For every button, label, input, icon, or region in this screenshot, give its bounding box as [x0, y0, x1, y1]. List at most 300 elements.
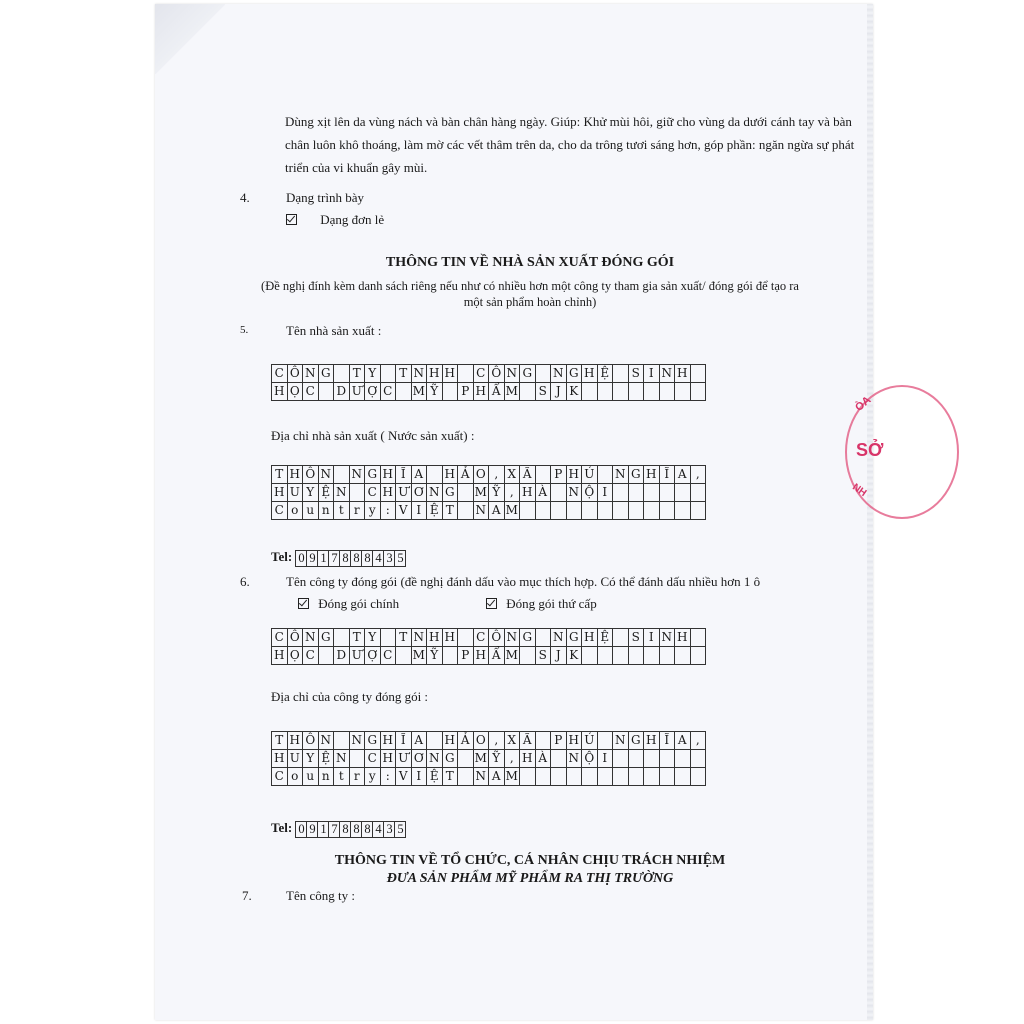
option-secondary-packing	[486, 596, 597, 612]
tel-digit: 7	[329, 821, 340, 837]
grid-cell: ,	[489, 732, 505, 750]
grid-cell: C	[473, 629, 489, 647]
grid-cell: N	[473, 768, 489, 786]
grid-cell	[582, 768, 598, 786]
grid-cell	[442, 383, 458, 401]
grid-cell: ,	[690, 732, 706, 750]
grid-cell: G	[628, 466, 644, 484]
grid-cell: N	[349, 466, 365, 484]
manufacturer-address-label: Địa chỉ nhà sản xuất ( Nước sản xuất) :	[271, 428, 475, 443]
grid-cell: t	[334, 768, 350, 786]
grid-cell: I	[597, 750, 613, 768]
grid-cell	[535, 365, 551, 383]
grid-cell	[318, 647, 334, 665]
grid-cell: G	[318, 629, 334, 647]
grid-cell: H	[287, 466, 303, 484]
grid-cell: N	[318, 732, 334, 750]
grid-cell	[334, 732, 350, 750]
grid-cell	[334, 466, 350, 484]
grid-cell	[520, 383, 536, 401]
option-primary-label: Đóng gói chính	[318, 596, 400, 611]
section-7-number: 7.	[242, 888, 252, 903]
section-4-label: Dạng trình bày	[286, 190, 364, 205]
grid-cell	[349, 750, 365, 768]
grid-cell: G	[442, 750, 458, 768]
grid-cell	[613, 484, 629, 502]
grid-cell: D	[334, 647, 350, 665]
grid-cell	[535, 502, 551, 520]
grid-cell: N	[551, 365, 567, 383]
grid-cell: Y	[303, 484, 319, 502]
grid-cell: Ĩ	[396, 466, 412, 484]
manufacturer-note-2: một sản phẩm hoàn chỉnh)	[463, 295, 597, 309]
grid-cell	[458, 629, 474, 647]
grid-cell: M	[473, 484, 489, 502]
tel-digit: 8	[340, 821, 351, 837]
grid-cell: H	[644, 732, 660, 750]
grid-cell: Ỹ	[427, 383, 443, 401]
grid-cell: N	[427, 484, 443, 502]
grid-cell: Y	[365, 365, 381, 383]
grid-cell	[535, 629, 551, 647]
grid-row	[272, 502, 706, 520]
grid-cell	[551, 484, 567, 502]
grid-cell: P	[551, 466, 567, 484]
grid-cell: H	[272, 647, 288, 665]
grid-cell: M	[504, 502, 520, 520]
tel-digit-grid	[295, 550, 406, 567]
grid-cell: Ĩ	[659, 466, 675, 484]
grid-cell: H	[644, 466, 660, 484]
grid-cell	[644, 383, 660, 401]
grid-cell	[690, 768, 706, 786]
grid-cell: t	[334, 502, 350, 520]
grid-cell	[442, 647, 458, 665]
grid-cell: u	[303, 502, 319, 520]
grid-cell	[551, 502, 567, 520]
grid-cell	[458, 365, 474, 383]
grid-cell: Ỹ	[427, 647, 443, 665]
grid-cell: J	[551, 647, 567, 665]
grid-cell: H	[566, 466, 582, 484]
grid-cell: Y	[365, 629, 381, 647]
checkbox-checked-icon	[486, 598, 497, 609]
grid-row	[272, 484, 706, 502]
grid-cell: A	[411, 466, 427, 484]
grid-cell: o	[287, 502, 303, 520]
grid-cell: Ư	[396, 750, 412, 768]
tel-digit: 9	[307, 550, 318, 566]
tel-digit: 3	[384, 550, 395, 566]
grid-cell: C	[272, 629, 288, 647]
stamp-text-bottom: NH	[850, 481, 869, 500]
grid-cell: M	[473, 750, 489, 768]
grid-cell	[628, 750, 644, 768]
grid-cell	[597, 647, 613, 665]
grid-cell: ,	[504, 484, 520, 502]
grid-cell: G	[365, 466, 381, 484]
tel-label: Tel:	[271, 820, 293, 835]
tel-digit: 9	[307, 821, 318, 837]
grid-cell: Ỹ	[489, 750, 505, 768]
grid-cell: N	[334, 750, 350, 768]
grid-cell	[659, 750, 675, 768]
grid-cell	[675, 750, 691, 768]
grid-cell: G	[318, 365, 334, 383]
grid-cell	[349, 484, 365, 502]
grid-cell: A	[675, 732, 691, 750]
grid-cell: Ã	[520, 732, 536, 750]
grid-cell: T	[272, 466, 288, 484]
responsible-heading-2: ĐƯA SẢN PHẨM MỸ PHẨM RA THỊ TRƯỜNG	[386, 871, 674, 886]
grid-cell: G	[520, 365, 536, 383]
grid-cell	[520, 502, 536, 520]
grid-cell: A	[489, 502, 505, 520]
grid-cell: H	[520, 484, 536, 502]
option-primary-packing	[298, 596, 399, 612]
grid-cell	[644, 502, 660, 520]
grid-cell: C	[365, 484, 381, 502]
grid-cell: H	[380, 466, 396, 484]
grid-cell	[628, 502, 644, 520]
grid-cell	[427, 466, 443, 484]
grid-cell: N	[566, 484, 582, 502]
grid-cell	[535, 732, 551, 750]
grid-cell	[396, 647, 412, 665]
manufacturer-name-grid	[271, 364, 706, 401]
grid-cell: N	[303, 629, 319, 647]
grid-cell: C	[365, 750, 381, 768]
grid-cell: Ọ	[287, 647, 303, 665]
grid-cell	[613, 647, 629, 665]
grid-cell: :	[380, 768, 396, 786]
tel-digit-grid	[295, 821, 406, 838]
option-secondary-label: Đóng gói thứ cấp	[506, 596, 597, 611]
grid-cell: C	[473, 365, 489, 383]
grid-cell	[551, 750, 567, 768]
grid-cell	[690, 502, 706, 520]
grid-cell: H	[473, 647, 489, 665]
grid-cell	[644, 647, 660, 665]
grid-cell: N	[334, 484, 350, 502]
grid-cell: Ô	[489, 365, 505, 383]
grid-cell: G	[566, 629, 582, 647]
grid-cell: O	[473, 466, 489, 484]
grid-cell: Ĩ	[396, 732, 412, 750]
tel-digit: 0	[296, 821, 307, 837]
grid-cell: T	[442, 502, 458, 520]
grid-cell: U	[287, 750, 303, 768]
grid-cell: C	[272, 365, 288, 383]
grid-cell: H	[427, 365, 443, 383]
grid-cell: N	[427, 750, 443, 768]
grid-cell	[566, 768, 582, 786]
grid-cell	[675, 768, 691, 786]
grid-cell: N	[613, 732, 629, 750]
stamp-text-middle: SỞ	[856, 440, 884, 460]
manufacturer-tel	[271, 549, 406, 567]
grid-cell: Ô	[287, 629, 303, 647]
tel-digit: 0	[296, 550, 307, 566]
grid-cell: N	[551, 629, 567, 647]
grid-cell: ,	[690, 466, 706, 484]
grid-cell: n	[318, 502, 334, 520]
grid-cell	[675, 484, 691, 502]
grid-cell: r	[349, 502, 365, 520]
grid-cell: Ú	[582, 732, 598, 750]
grid-cell: H	[442, 365, 458, 383]
tel-digit: 4	[373, 550, 384, 566]
grid-cell: Ệ	[597, 629, 613, 647]
grid-cell	[613, 383, 629, 401]
grid-cell: Ô	[287, 365, 303, 383]
grid-cell: I	[644, 365, 660, 383]
grid-cell: I	[411, 768, 427, 786]
grid-cell: H	[675, 629, 691, 647]
grid-row	[272, 466, 706, 484]
grid-cell: Ệ	[318, 484, 334, 502]
grid-cell	[690, 750, 706, 768]
grid-cell: G	[566, 365, 582, 383]
section-5-label: Tên nhà sản xuất :	[286, 323, 382, 338]
grid-cell	[597, 502, 613, 520]
grid-cell	[458, 502, 474, 520]
grid-cell	[597, 732, 613, 750]
grid-cell: H	[272, 750, 288, 768]
grid-cell: Ĩ	[659, 732, 675, 750]
grid-cell: I	[644, 629, 660, 647]
grid-cell	[690, 629, 706, 647]
grid-row	[272, 647, 706, 665]
grid-cell: T	[349, 365, 365, 383]
section-6-label: Tên công ty đóng gói (đề nghị đánh dấu vào mục thích hợp. Có thể đánh dấu nhiều hơn 1 ô	[286, 574, 761, 589]
grid-cell: Ả	[458, 732, 474, 750]
grid-cell: X	[504, 466, 520, 484]
grid-cell	[659, 647, 675, 665]
grid-cell: o	[287, 768, 303, 786]
grid-cell	[628, 383, 644, 401]
grid-cell: N	[659, 629, 675, 647]
manufacturer-heading: THÔNG TIN VỀ NHÀ SẢN XUẤT ĐÓNG GÓI	[385, 255, 675, 270]
grid-cell: H	[380, 484, 396, 502]
grid-cell	[566, 502, 582, 520]
grid-cell: N	[566, 750, 582, 768]
grid-cell: Ệ	[427, 502, 443, 520]
grid-cell: H	[272, 383, 288, 401]
grid-cell	[380, 365, 396, 383]
grid-cell: Ộ	[582, 750, 598, 768]
grid-cell: M	[411, 647, 427, 665]
grid-cell: Ợ	[365, 383, 381, 401]
grid-cell: A	[411, 732, 427, 750]
grid-cell: Ô	[489, 629, 505, 647]
grid-cell: y	[365, 502, 381, 520]
grid-cell: O	[473, 732, 489, 750]
grid-cell: N	[473, 502, 489, 520]
grid-cell: Ệ	[427, 768, 443, 786]
grid-cell	[690, 484, 706, 502]
grid-cell	[613, 750, 629, 768]
grid-cell: G	[628, 732, 644, 750]
grid-row	[272, 383, 706, 401]
grid-cell	[582, 647, 598, 665]
grid-cell: A	[489, 768, 505, 786]
section-5-number: 5.	[240, 324, 249, 336]
grid-cell	[597, 383, 613, 401]
packer-tel	[271, 820, 406, 838]
grid-cell: Ỹ	[489, 484, 505, 502]
grid-cell: H	[272, 484, 288, 502]
stamp-text-top: ÒA	[853, 394, 874, 414]
grid-cell: Ô	[303, 732, 319, 750]
grid-cell: :	[380, 502, 396, 520]
grid-cell: T	[442, 768, 458, 786]
grid-row	[272, 629, 706, 647]
grid-cell: G	[520, 629, 536, 647]
grid-cell	[458, 768, 474, 786]
grid-cell	[644, 750, 660, 768]
grid-cell: H	[582, 365, 598, 383]
grid-cell	[334, 365, 350, 383]
grid-cell: H	[473, 383, 489, 401]
grid-cell: Ô	[303, 466, 319, 484]
grid-cell	[551, 768, 567, 786]
grid-cell: Ư	[396, 484, 412, 502]
grid-cell: A	[675, 466, 691, 484]
grid-cell: H	[442, 466, 458, 484]
grid-cell: H	[427, 629, 443, 647]
grid-cell: U	[287, 484, 303, 502]
tel-digit: 1	[318, 821, 329, 837]
tel-digit: 8	[362, 550, 373, 566]
tel-digit: 7	[329, 550, 340, 566]
tel-label: Tel:	[271, 549, 293, 564]
tel-digit: 1	[318, 550, 329, 566]
section-6-number: 6.	[240, 574, 250, 589]
grid-cell: V	[396, 768, 412, 786]
grid-row	[272, 750, 706, 768]
packer-name-grid	[271, 628, 706, 665]
option-single-label: Dạng đơn lẻ	[320, 212, 385, 227]
section-4-option	[286, 212, 384, 228]
grid-cell: S	[628, 629, 644, 647]
grid-cell: C	[303, 647, 319, 665]
grid-cell: P	[551, 732, 567, 750]
grid-cell: C	[303, 383, 319, 401]
grid-cell: H	[442, 732, 458, 750]
tel-digit: 5	[395, 821, 406, 837]
grid-cell: H	[582, 629, 598, 647]
grid-cell	[396, 383, 412, 401]
grid-cell	[520, 768, 536, 786]
grid-cell: K	[566, 647, 582, 665]
grid-cell	[644, 484, 660, 502]
grid-cell: N	[303, 365, 319, 383]
grid-cell: Y	[303, 750, 319, 768]
tel-digit: 8	[351, 821, 362, 837]
grid-cell: Ẩ	[489, 647, 505, 665]
grid-cell: S	[628, 365, 644, 383]
grid-cell: Ệ	[597, 365, 613, 383]
grid-cell	[458, 750, 474, 768]
grid-cell: Ọ	[287, 383, 303, 401]
packer-address-grid	[271, 731, 706, 786]
grid-cell: Ẩ	[489, 383, 505, 401]
grid-cell	[613, 768, 629, 786]
grid-cell: C	[272, 768, 288, 786]
grid-cell: À	[535, 484, 551, 502]
manufacturer-note-1: (Đề nghị đính kèm danh sách riêng nếu như có nhiều hơn một công ty tham gia sản xuất/ đóng gói để tạo ra	[261, 279, 799, 293]
grid-cell: M	[504, 768, 520, 786]
grid-cell	[690, 383, 706, 401]
grid-cell: P	[458, 647, 474, 665]
grid-cell: N	[411, 629, 427, 647]
responsible-heading-1: THÔNG TIN VỀ TỔ CHỨC, CÁ NHÂN CHỊU TRÁCH NHIỆM	[334, 853, 726, 868]
grid-cell: N	[411, 365, 427, 383]
grid-cell: X	[504, 732, 520, 750]
grid-cell	[690, 647, 706, 665]
grid-cell	[659, 768, 675, 786]
grid-row	[272, 365, 706, 383]
section-7-label: Tên công ty :	[286, 888, 355, 903]
grid-cell	[659, 484, 675, 502]
grid-cell: H	[520, 750, 536, 768]
grid-cell: Ư	[349, 383, 365, 401]
grid-cell: H	[566, 732, 582, 750]
grid-cell: ,	[489, 466, 505, 484]
grid-cell	[582, 502, 598, 520]
grid-cell: G	[365, 732, 381, 750]
grid-cell	[535, 466, 551, 484]
grid-cell: V	[396, 502, 412, 520]
tel-digit: 8	[351, 550, 362, 566]
grid-cell: P	[458, 383, 474, 401]
grid-cell	[628, 484, 644, 502]
grid-cell: T	[396, 365, 412, 383]
grid-cell: n	[318, 768, 334, 786]
grid-cell: T	[349, 629, 365, 647]
grid-cell	[628, 647, 644, 665]
grid-cell	[318, 383, 334, 401]
grid-cell: r	[349, 768, 365, 786]
grid-cell	[582, 383, 598, 401]
grid-cell: Ã	[520, 466, 536, 484]
grid-cell	[613, 629, 629, 647]
grid-cell	[675, 502, 691, 520]
section-4-number: 4.	[240, 190, 250, 205]
packer-address-label: Địa chỉ của công ty đóng gói :	[271, 689, 429, 704]
grid-cell	[458, 484, 474, 502]
grid-cell: M	[504, 383, 520, 401]
grid-cell: J	[551, 383, 567, 401]
tel-digit: 4	[373, 821, 384, 837]
intro-paragraph: Dùng xịt lên da vùng nách và bàn chân hàng ngày. Giúp: Khử mùi hôi, giữ cho vùng da dưới cánh tay và bàn chân luôn khô thoáng, làm mờ các vết thâm trên da, cho da trông tươi sáng hơn, góp phần: ngăn ngừa sự phát triển của vi khuẩn gây mùi.	[285, 114, 855, 175]
grid-cell	[520, 647, 536, 665]
grid-cell	[628, 768, 644, 786]
grid-cell: u	[303, 768, 319, 786]
grid-cell: Ợ	[365, 647, 381, 665]
grid-cell: Ú	[582, 466, 598, 484]
grid-cell: N	[613, 466, 629, 484]
grid-cell	[675, 647, 691, 665]
grid-cell	[659, 383, 675, 401]
grid-row	[272, 732, 706, 750]
grid-cell: Ư	[349, 647, 365, 665]
grid-cell: T	[272, 732, 288, 750]
grid-cell	[675, 383, 691, 401]
grid-cell: G	[442, 484, 458, 502]
grid-cell	[535, 768, 551, 786]
